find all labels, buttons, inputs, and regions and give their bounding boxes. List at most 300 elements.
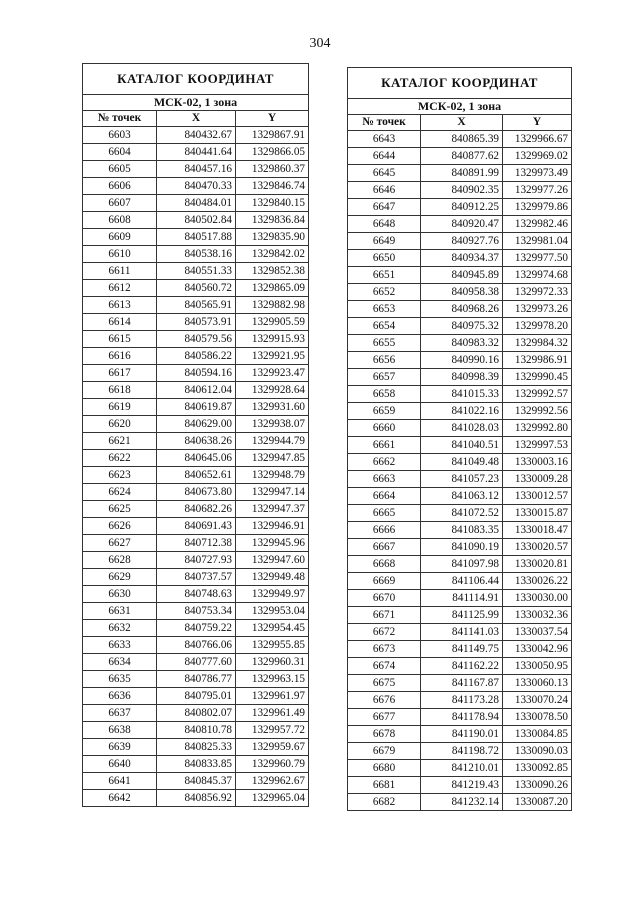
point-number-cell: 6649 [348, 233, 421, 250]
table-row [83, 280, 309, 297]
x-coordinate-cell: 840551.33 [157, 263, 236, 280]
y-coordinate-cell: 1329948.79 [236, 467, 309, 484]
table-row [348, 454, 572, 471]
table-row [83, 263, 309, 280]
point-number-cell: 6673 [348, 641, 421, 658]
table-row [348, 386, 572, 403]
y-coordinate-cell: 1329915.93 [236, 331, 309, 348]
point-number-cell: 6616 [83, 348, 157, 365]
x-coordinate-cell: 840902.35 [421, 182, 503, 199]
table-row [348, 284, 572, 301]
table-row [348, 182, 572, 199]
x-coordinate-cell: 841040.51 [421, 437, 503, 454]
table-body [83, 127, 309, 807]
x-coordinate-cell: 841141.03 [421, 624, 503, 641]
y-coordinate-cell: 1330070.24 [503, 692, 572, 709]
point-number-cell: 6672 [348, 624, 421, 641]
table-row [348, 267, 572, 284]
point-number-cell: 6635 [83, 671, 157, 688]
point-number-cell: 6644 [348, 148, 421, 165]
x-coordinate-cell: 841063.12 [421, 488, 503, 505]
y-coordinate-cell: 1329946.91 [236, 518, 309, 535]
point-number-cell: 6652 [348, 284, 421, 301]
x-coordinate-cell: 840560.72 [157, 280, 236, 297]
point-number-cell: 6638 [83, 722, 157, 739]
x-coordinate-cell: 840983.32 [421, 335, 503, 352]
point-number-cell: 6634 [83, 654, 157, 671]
x-coordinate-cell: 840691.43 [157, 518, 236, 535]
y-coordinate-cell: 1329949.97 [236, 586, 309, 603]
y-coordinate-cell: 1329921.95 [236, 348, 309, 365]
point-number-cell: 6641 [83, 773, 157, 790]
y-coordinate-cell: 1329866.05 [236, 144, 309, 161]
table-row [83, 501, 309, 518]
table-row [348, 335, 572, 352]
x-coordinate-cell: 840777.60 [157, 654, 236, 671]
x-coordinate-cell: 840958.38 [421, 284, 503, 301]
table-row [348, 148, 572, 165]
table-row [83, 127, 309, 144]
point-number-cell: 6631 [83, 603, 157, 620]
table-row [83, 705, 309, 722]
x-coordinate-cell: 840753.34 [157, 603, 236, 620]
table-row [348, 794, 572, 811]
x-coordinate-cell: 840998.39 [421, 369, 503, 386]
y-coordinate-cell: 1330084.85 [503, 726, 572, 743]
y-coordinate-cell: 1330078.50 [503, 709, 572, 726]
y-coordinate-cell: 1329867.91 [236, 127, 309, 144]
coordinate-catalog-left [82, 63, 309, 807]
header-x: X [157, 111, 236, 127]
y-coordinate-cell: 1329905.59 [236, 314, 309, 331]
point-number-cell: 6682 [348, 794, 421, 811]
x-coordinate-cell: 840502.84 [157, 212, 236, 229]
x-coordinate-cell: 840612.04 [157, 382, 236, 399]
point-number-cell: 6680 [348, 760, 421, 777]
table-row [83, 467, 309, 484]
x-coordinate-cell: 840457.16 [157, 161, 236, 178]
y-coordinate-cell: 1329978.20 [503, 318, 572, 335]
y-coordinate-cell: 1329960.31 [236, 654, 309, 671]
x-coordinate-cell: 840766.06 [157, 637, 236, 654]
zone-label: МСК-02, 1 зона [83, 95, 309, 111]
y-coordinate-cell: 1329835.90 [236, 229, 309, 246]
table-row [348, 709, 572, 726]
point-number-cell: 6614 [83, 314, 157, 331]
table-row [348, 692, 572, 709]
catalog-title: КАТАЛОГ КООРДИНАТ [83, 64, 309, 95]
y-coordinate-cell: 1330030.00 [503, 590, 572, 607]
table-row [83, 399, 309, 416]
point-number-cell: 6663 [348, 471, 421, 488]
table-row [83, 739, 309, 756]
y-coordinate-cell: 1329947.85 [236, 450, 309, 467]
y-coordinate-cell: 1330009.28 [503, 471, 572, 488]
y-coordinate-cell: 1329961.97 [236, 688, 309, 705]
x-coordinate-cell: 840786.77 [157, 671, 236, 688]
y-coordinate-cell: 1329860.37 [236, 161, 309, 178]
point-number-cell: 6617 [83, 365, 157, 382]
table-row [83, 195, 309, 212]
x-coordinate-cell: 840865.39 [421, 131, 503, 148]
x-coordinate-cell: 840945.89 [421, 267, 503, 284]
table-row [83, 331, 309, 348]
y-coordinate-cell: 1329882.98 [236, 297, 309, 314]
x-coordinate-cell: 840652.61 [157, 467, 236, 484]
y-coordinate-cell: 1329945.96 [236, 535, 309, 552]
point-number-cell: 6642 [83, 790, 157, 807]
point-number-cell: 6604 [83, 144, 157, 161]
table-row [348, 233, 572, 250]
table-row [83, 756, 309, 773]
table-row [348, 522, 572, 539]
x-coordinate-cell: 840712.38 [157, 535, 236, 552]
table-row [83, 790, 309, 807]
x-coordinate-cell: 841219.43 [421, 777, 503, 794]
x-coordinate-cell: 841097.98 [421, 556, 503, 573]
table-row [83, 654, 309, 671]
y-coordinate-cell: 1329979.86 [503, 199, 572, 216]
point-number-cell: 6627 [83, 535, 157, 552]
y-coordinate-cell: 1329949.48 [236, 569, 309, 586]
x-coordinate-cell: 841083.35 [421, 522, 503, 539]
table-row [83, 246, 309, 263]
x-coordinate-cell: 841210.01 [421, 760, 503, 777]
table-row [348, 658, 572, 675]
point-number-cell: 6668 [348, 556, 421, 573]
point-number-cell: 6654 [348, 318, 421, 335]
point-number-cell: 6681 [348, 777, 421, 794]
table-row [83, 569, 309, 586]
table-row [348, 165, 572, 182]
y-coordinate-cell: 1329842.02 [236, 246, 309, 263]
point-number-cell: 6624 [83, 484, 157, 501]
x-coordinate-cell: 840579.56 [157, 331, 236, 348]
point-number-cell: 6678 [348, 726, 421, 743]
y-coordinate-cell: 1329972.33 [503, 284, 572, 301]
x-coordinate-cell: 841049.48 [421, 454, 503, 471]
y-coordinate-cell: 1330020.57 [503, 539, 572, 556]
y-coordinate-cell: 1329990.45 [503, 369, 572, 386]
table-row [83, 773, 309, 790]
table-row [348, 743, 572, 760]
table-row [83, 433, 309, 450]
y-coordinate-cell: 1329928.64 [236, 382, 309, 399]
x-coordinate-cell: 840682.26 [157, 501, 236, 518]
header-y: Y [236, 111, 309, 127]
y-coordinate-cell: 1329963.15 [236, 671, 309, 688]
y-coordinate-cell: 1329953.04 [236, 603, 309, 620]
point-number-cell: 6606 [83, 178, 157, 195]
point-number-cell: 6632 [83, 620, 157, 637]
y-coordinate-cell: 1329947.60 [236, 552, 309, 569]
table-row [83, 212, 309, 229]
table-row [348, 301, 572, 318]
x-coordinate-cell: 840638.26 [157, 433, 236, 450]
y-coordinate-cell: 1329865.09 [236, 280, 309, 297]
table-row [83, 144, 309, 161]
coordinate-catalog-right [347, 67, 572, 811]
table-row [83, 637, 309, 654]
y-coordinate-cell: 1329973.26 [503, 301, 572, 318]
table-row [348, 437, 572, 454]
y-coordinate-cell: 1330015.87 [503, 505, 572, 522]
y-coordinate-cell: 1330092.85 [503, 760, 572, 777]
x-coordinate-cell: 840927.76 [421, 233, 503, 250]
x-coordinate-cell: 840573.91 [157, 314, 236, 331]
table-row [83, 603, 309, 620]
point-number-cell: 6662 [348, 454, 421, 471]
table-row [83, 161, 309, 178]
point-number-cell: 6679 [348, 743, 421, 760]
table-row [83, 518, 309, 535]
y-coordinate-cell: 1329938.07 [236, 416, 309, 433]
point-number-cell: 6625 [83, 501, 157, 518]
point-number-cell: 6656 [348, 352, 421, 369]
point-number-cell: 6628 [83, 552, 157, 569]
x-coordinate-cell: 841072.52 [421, 505, 503, 522]
point-number-cell: 6655 [348, 335, 421, 352]
x-coordinate-cell: 840891.99 [421, 165, 503, 182]
table-body [348, 131, 572, 811]
table-row [348, 641, 572, 658]
x-coordinate-cell: 840586.22 [157, 348, 236, 365]
x-coordinate-cell: 841198.72 [421, 743, 503, 760]
point-number-cell: 6677 [348, 709, 421, 726]
y-coordinate-cell: 1329947.37 [236, 501, 309, 518]
x-coordinate-cell: 840934.37 [421, 250, 503, 267]
point-number-cell: 6658 [348, 386, 421, 403]
table-row [83, 297, 309, 314]
x-coordinate-cell: 840877.62 [421, 148, 503, 165]
y-coordinate-cell: 1329947.14 [236, 484, 309, 501]
y-coordinate-cell: 1329973.49 [503, 165, 572, 182]
point-number-cell: 6647 [348, 199, 421, 216]
point-number-cell: 6669 [348, 573, 421, 590]
table-row [348, 607, 572, 624]
x-coordinate-cell: 841125.99 [421, 607, 503, 624]
y-coordinate-cell: 1329836.84 [236, 212, 309, 229]
table-row [83, 722, 309, 739]
point-number-cell: 6645 [348, 165, 421, 182]
y-coordinate-cell: 1329957.72 [236, 722, 309, 739]
y-coordinate-cell: 1329969.02 [503, 148, 572, 165]
point-number-cell: 6640 [83, 756, 157, 773]
table-row [348, 726, 572, 743]
table-row [83, 535, 309, 552]
point-number-cell: 6665 [348, 505, 421, 522]
table-row [83, 484, 309, 501]
point-number-cell: 6633 [83, 637, 157, 654]
table-row [348, 505, 572, 522]
y-coordinate-cell: 1329959.67 [236, 739, 309, 756]
x-coordinate-cell: 840920.47 [421, 216, 503, 233]
table-row [348, 318, 572, 335]
y-coordinate-cell: 1330090.26 [503, 777, 572, 794]
point-number-cell: 6608 [83, 212, 157, 229]
x-coordinate-cell: 841028.03 [421, 420, 503, 437]
table-row [83, 314, 309, 331]
y-coordinate-cell: 1329981.04 [503, 233, 572, 250]
x-coordinate-cell: 840912.25 [421, 199, 503, 216]
point-number-cell: 6653 [348, 301, 421, 318]
point-number-cell: 6659 [348, 403, 421, 420]
y-coordinate-cell: 1329955.85 [236, 637, 309, 654]
x-coordinate-cell: 840619.87 [157, 399, 236, 416]
y-coordinate-cell: 1329992.57 [503, 386, 572, 403]
table-row [348, 488, 572, 505]
x-coordinate-cell: 841173.28 [421, 692, 503, 709]
x-coordinate-cell: 840795.01 [157, 688, 236, 705]
x-coordinate-cell: 840565.91 [157, 297, 236, 314]
x-coordinate-cell: 840759.22 [157, 620, 236, 637]
table-row [83, 671, 309, 688]
x-coordinate-cell: 840810.78 [157, 722, 236, 739]
x-coordinate-cell: 840802.07 [157, 705, 236, 722]
y-coordinate-cell: 1329961.49 [236, 705, 309, 722]
point-number-cell: 6651 [348, 267, 421, 284]
table-row [348, 250, 572, 267]
x-coordinate-cell: 840673.80 [157, 484, 236, 501]
point-number-cell: 6618 [83, 382, 157, 399]
point-number-cell: 6612 [83, 280, 157, 297]
x-coordinate-cell: 841149.75 [421, 641, 503, 658]
table-row [348, 403, 572, 420]
y-coordinate-cell: 1329977.50 [503, 250, 572, 267]
x-coordinate-cell: 840833.85 [157, 756, 236, 773]
y-coordinate-cell: 1329992.80 [503, 420, 572, 437]
x-coordinate-cell: 841178.94 [421, 709, 503, 726]
point-number-cell: 6646 [348, 182, 421, 199]
table-row [348, 539, 572, 556]
x-coordinate-cell: 840845.37 [157, 773, 236, 790]
table-row [83, 348, 309, 365]
x-coordinate-cell: 840645.06 [157, 450, 236, 467]
y-coordinate-cell: 1329846.74 [236, 178, 309, 195]
table-row [83, 365, 309, 382]
point-number-cell: 6664 [348, 488, 421, 505]
x-coordinate-cell: 840975.32 [421, 318, 503, 335]
catalog-title: КАТАЛОГ КООРДИНАТ [348, 68, 572, 99]
table-row [348, 131, 572, 148]
y-coordinate-cell: 1329984.32 [503, 335, 572, 352]
x-coordinate-cell: 840441.64 [157, 144, 236, 161]
y-coordinate-cell: 1329852.38 [236, 263, 309, 280]
point-number-cell: 6676 [348, 692, 421, 709]
x-coordinate-cell: 840990.16 [421, 352, 503, 369]
point-number-cell: 6620 [83, 416, 157, 433]
y-coordinate-cell: 1329923.47 [236, 365, 309, 382]
point-number-cell: 6607 [83, 195, 157, 212]
point-number-cell: 6629 [83, 569, 157, 586]
header-y: Y [503, 115, 572, 131]
y-coordinate-cell: 1330018.47 [503, 522, 572, 539]
y-coordinate-cell: 1330020.81 [503, 556, 572, 573]
table-row [83, 450, 309, 467]
x-coordinate-cell: 840517.88 [157, 229, 236, 246]
x-coordinate-cell: 840737.57 [157, 569, 236, 586]
point-number-cell: 6636 [83, 688, 157, 705]
point-number-cell: 6626 [83, 518, 157, 535]
y-coordinate-cell: 1329954.45 [236, 620, 309, 637]
y-coordinate-cell: 1330042.96 [503, 641, 572, 658]
y-coordinate-cell: 1330003.16 [503, 454, 572, 471]
x-coordinate-cell: 840538.16 [157, 246, 236, 263]
y-coordinate-cell: 1329997.53 [503, 437, 572, 454]
point-number-cell: 6611 [83, 263, 157, 280]
x-coordinate-cell: 841057.23 [421, 471, 503, 488]
point-number-cell: 6621 [83, 433, 157, 450]
x-coordinate-cell: 841190.01 [421, 726, 503, 743]
table-row [83, 688, 309, 705]
table-row [83, 416, 309, 433]
y-coordinate-cell: 1329977.26 [503, 182, 572, 199]
point-number-cell: 6667 [348, 539, 421, 556]
x-coordinate-cell: 840825.33 [157, 739, 236, 756]
y-coordinate-cell: 1329962.67 [236, 773, 309, 790]
table-row [348, 624, 572, 641]
point-number-cell: 6609 [83, 229, 157, 246]
point-number-cell: 6674 [348, 658, 421, 675]
table-row [348, 216, 572, 233]
table-row [348, 471, 572, 488]
table-row [83, 229, 309, 246]
y-coordinate-cell: 1329965.04 [236, 790, 309, 807]
table-row [348, 199, 572, 216]
x-coordinate-cell: 841232.14 [421, 794, 503, 811]
table-row [348, 777, 572, 794]
y-coordinate-cell: 1329986.91 [503, 352, 572, 369]
x-coordinate-cell: 840748.63 [157, 586, 236, 603]
y-coordinate-cell: 1330060.13 [503, 675, 572, 692]
x-coordinate-cell: 841015.33 [421, 386, 503, 403]
point-number-cell: 6666 [348, 522, 421, 539]
y-coordinate-cell: 1329966.67 [503, 131, 572, 148]
point-number-cell: 6650 [348, 250, 421, 267]
x-coordinate-cell: 840856.92 [157, 790, 236, 807]
table-row [83, 382, 309, 399]
x-coordinate-cell: 841090.19 [421, 539, 503, 556]
y-coordinate-cell: 1330012.57 [503, 488, 572, 505]
point-number-cell: 6639 [83, 739, 157, 756]
x-coordinate-cell: 840470.33 [157, 178, 236, 195]
point-number-cell: 6660 [348, 420, 421, 437]
point-number-cell: 6648 [348, 216, 421, 233]
y-coordinate-cell: 1329840.15 [236, 195, 309, 212]
table-row [348, 420, 572, 437]
point-number-cell: 6619 [83, 399, 157, 416]
table-row [83, 620, 309, 637]
header-point-number: № точек [348, 115, 421, 131]
y-coordinate-cell: 1330026.22 [503, 573, 572, 590]
table-row [348, 573, 572, 590]
point-number-cell: 6643 [348, 131, 421, 148]
header-point-number: № точек [83, 111, 157, 127]
table-row [348, 590, 572, 607]
point-number-cell: 6615 [83, 331, 157, 348]
x-coordinate-cell: 840594.16 [157, 365, 236, 382]
x-coordinate-cell: 840968.26 [421, 301, 503, 318]
page-number: 304 [309, 36, 331, 51]
point-number-cell: 6671 [348, 607, 421, 624]
y-coordinate-cell: 1329974.68 [503, 267, 572, 284]
x-coordinate-cell: 840432.67 [157, 127, 236, 144]
table-row [348, 556, 572, 573]
table-row [83, 552, 309, 569]
point-number-cell: 6603 [83, 127, 157, 144]
x-coordinate-cell: 841162.22 [421, 658, 503, 675]
point-number-cell: 6613 [83, 297, 157, 314]
